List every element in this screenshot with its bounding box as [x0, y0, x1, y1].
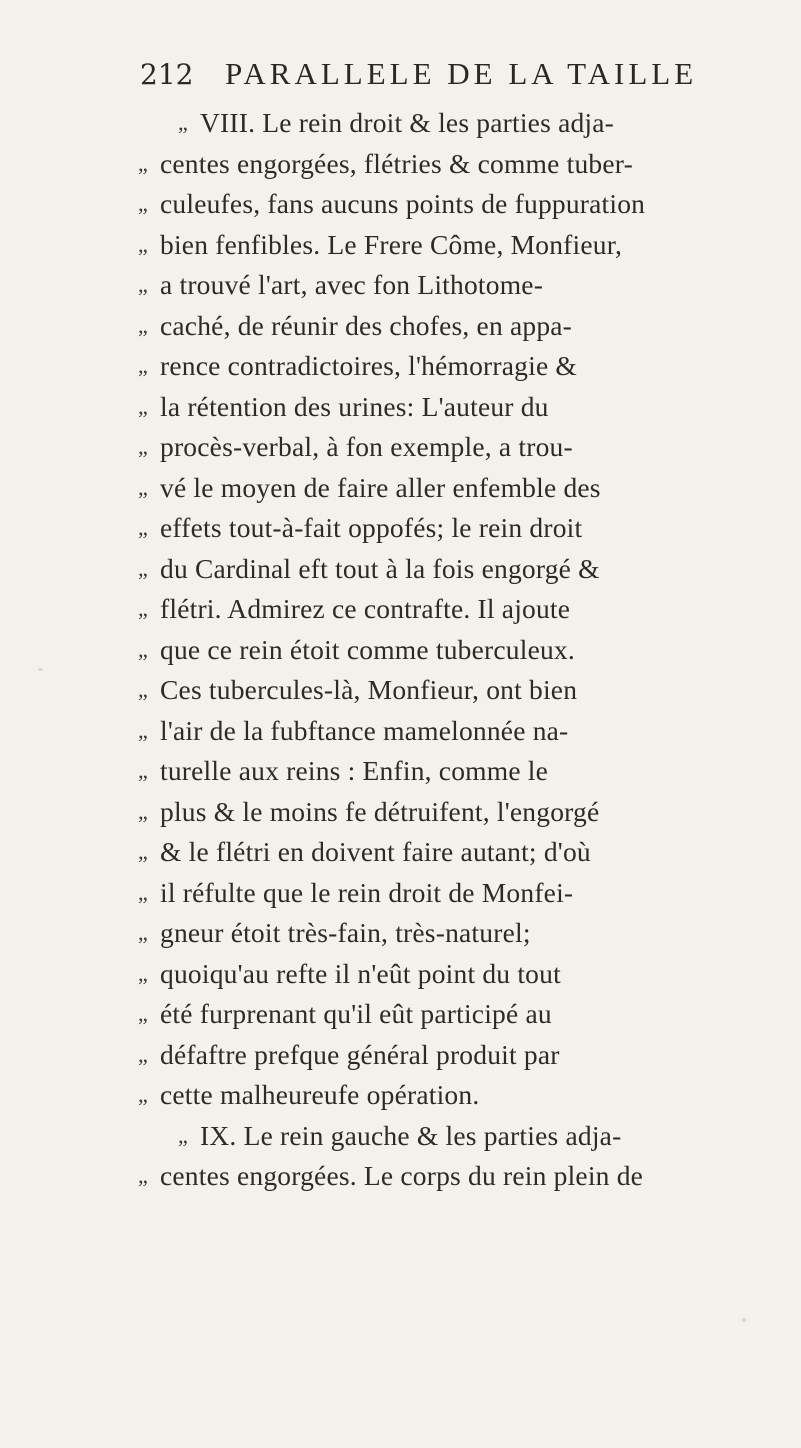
quotation-mark: „ [138, 758, 148, 783]
line-text: la rétention des urines: L'auteur du [160, 390, 549, 422]
line-text: culeufes, fans aucuns points de fuppuration [160, 188, 646, 219]
text-line [138, 184, 778, 225]
line-text: IX. Le rein gauche & les parties adja- [200, 1119, 622, 1151]
text-line [138, 144, 778, 185]
line-text: plus & le moins fe détruifent, l'engorgé [160, 795, 600, 827]
quotation-mark: „ [138, 393, 148, 419]
text-line [138, 670, 778, 711]
text-line [138, 508, 778, 549]
text-line [138, 711, 778, 752]
line-text: l'air de la fubftance mamelonnée na- [160, 714, 569, 746]
quotation-mark: „ [138, 474, 148, 500]
line-text: du Cardinal eft tout à la fois engorgé & [160, 552, 600, 584]
text-line [138, 1075, 778, 1116]
text-line [138, 873, 778, 914]
body-text [138, 103, 778, 1197]
quotation-mark: „ [138, 312, 148, 338]
line-text: effets tout-à-fait oppofés; le rein droit [160, 512, 583, 543]
quotation-mark: „ [138, 677, 148, 702]
line-text: procès-verbal, à fon exemple, a trou- [160, 431, 573, 462]
quotation-mark: „ [138, 353, 148, 378]
text-line [138, 1156, 778, 1197]
paper-spot [742, 1318, 746, 1322]
line-text: cette malheureufe opération. [160, 1079, 480, 1110]
line-text: VIII. Le rein droit & les parties adja- [200, 107, 615, 138]
text-line [138, 751, 778, 792]
quotation-mark: „ [138, 839, 148, 864]
quotation-mark: „ [178, 110, 188, 135]
quotation-mark: „ [138, 191, 148, 216]
text-line [138, 913, 778, 954]
quotation-mark: „ [138, 1082, 148, 1107]
text-line [138, 1035, 778, 1076]
line-text: vé le moyen de faire aller enfemble des [160, 471, 601, 503]
quotation-mark: „ [138, 1041, 148, 1067]
text-line [138, 954, 778, 995]
quotation-mark: „ [138, 717, 148, 743]
quotation-mark: „ [138, 960, 148, 986]
text-line [138, 103, 778, 144]
line-text: gneur étoit très-fain, très-naturel; [160, 917, 531, 948]
text-line [138, 225, 778, 266]
quotation-mark: „ [178, 1122, 188, 1148]
text-line [138, 306, 778, 347]
text-line [138, 994, 778, 1035]
running-title: PARALLELE DE LA TAILLE [225, 56, 698, 91]
quotation-mark: „ [138, 596, 148, 621]
text-line [138, 549, 778, 590]
line-text: a trouvé l'art, avec fon Lithotome- [160, 269, 544, 300]
quotation-mark: „ [138, 555, 148, 581]
line-text: Ces tubercules-là, Monfieur, ont bien [160, 674, 578, 705]
line-text: caché, de réunir des chofes, en appa- [160, 309, 573, 341]
quotation-mark: „ [138, 1163, 148, 1188]
line-text: quoiqu'au refte il n'eût point du tout [160, 957, 561, 989]
quotation-mark: „ [138, 920, 148, 945]
line-text: centes engorgées. Le corps du rein plein de [160, 1160, 644, 1191]
paper-spot [38, 668, 43, 671]
quotation-mark: „ [138, 434, 148, 459]
text-line [138, 468, 778, 509]
line-text: centes engorgées, flétries & comme tuber- [160, 147, 633, 179]
page-number: 212 [140, 58, 194, 91]
line-text: rence contradictoires, l'hémorragie & [160, 350, 578, 381]
line-text: flétri. Admirez ce contrafte. Il ajoute [160, 593, 571, 624]
line-text: été furprenant qu'il eût participé au [160, 998, 552, 1029]
text-line [138, 1116, 778, 1157]
text-line [138, 589, 778, 630]
line-text: défaftre prefque général produit par [160, 1038, 560, 1070]
quotation-mark: „ [138, 879, 148, 905]
text-line [138, 792, 778, 833]
quotation-mark: „ [138, 150, 148, 176]
quotation-mark: „ [138, 231, 148, 257]
quotation-mark: „ [138, 272, 148, 297]
quotation-mark: „ [138, 798, 148, 824]
line-text: que ce rein étoit comme tuberculeux. [160, 633, 575, 665]
text-line [138, 265, 778, 306]
text-line [138, 427, 778, 468]
line-text: & le flétri en doivent faire autant; d'où [160, 836, 591, 867]
text-line [138, 387, 778, 428]
line-text: turelle aux reins : Enfin, comme le [160, 755, 549, 786]
quotation-mark: „ [138, 515, 148, 540]
quotation-mark: „ [138, 1001, 148, 1026]
line-text: il réfulte que le rein droit de Monfei- [160, 876, 574, 908]
line-text: bien fenfibles. Le Frere Côme, Monfieur, [160, 228, 623, 260]
text-line [138, 832, 778, 873]
quotation-mark: „ [138, 636, 148, 662]
page-header [140, 56, 700, 96]
text-line [138, 630, 778, 671]
text-line [138, 346, 778, 387]
